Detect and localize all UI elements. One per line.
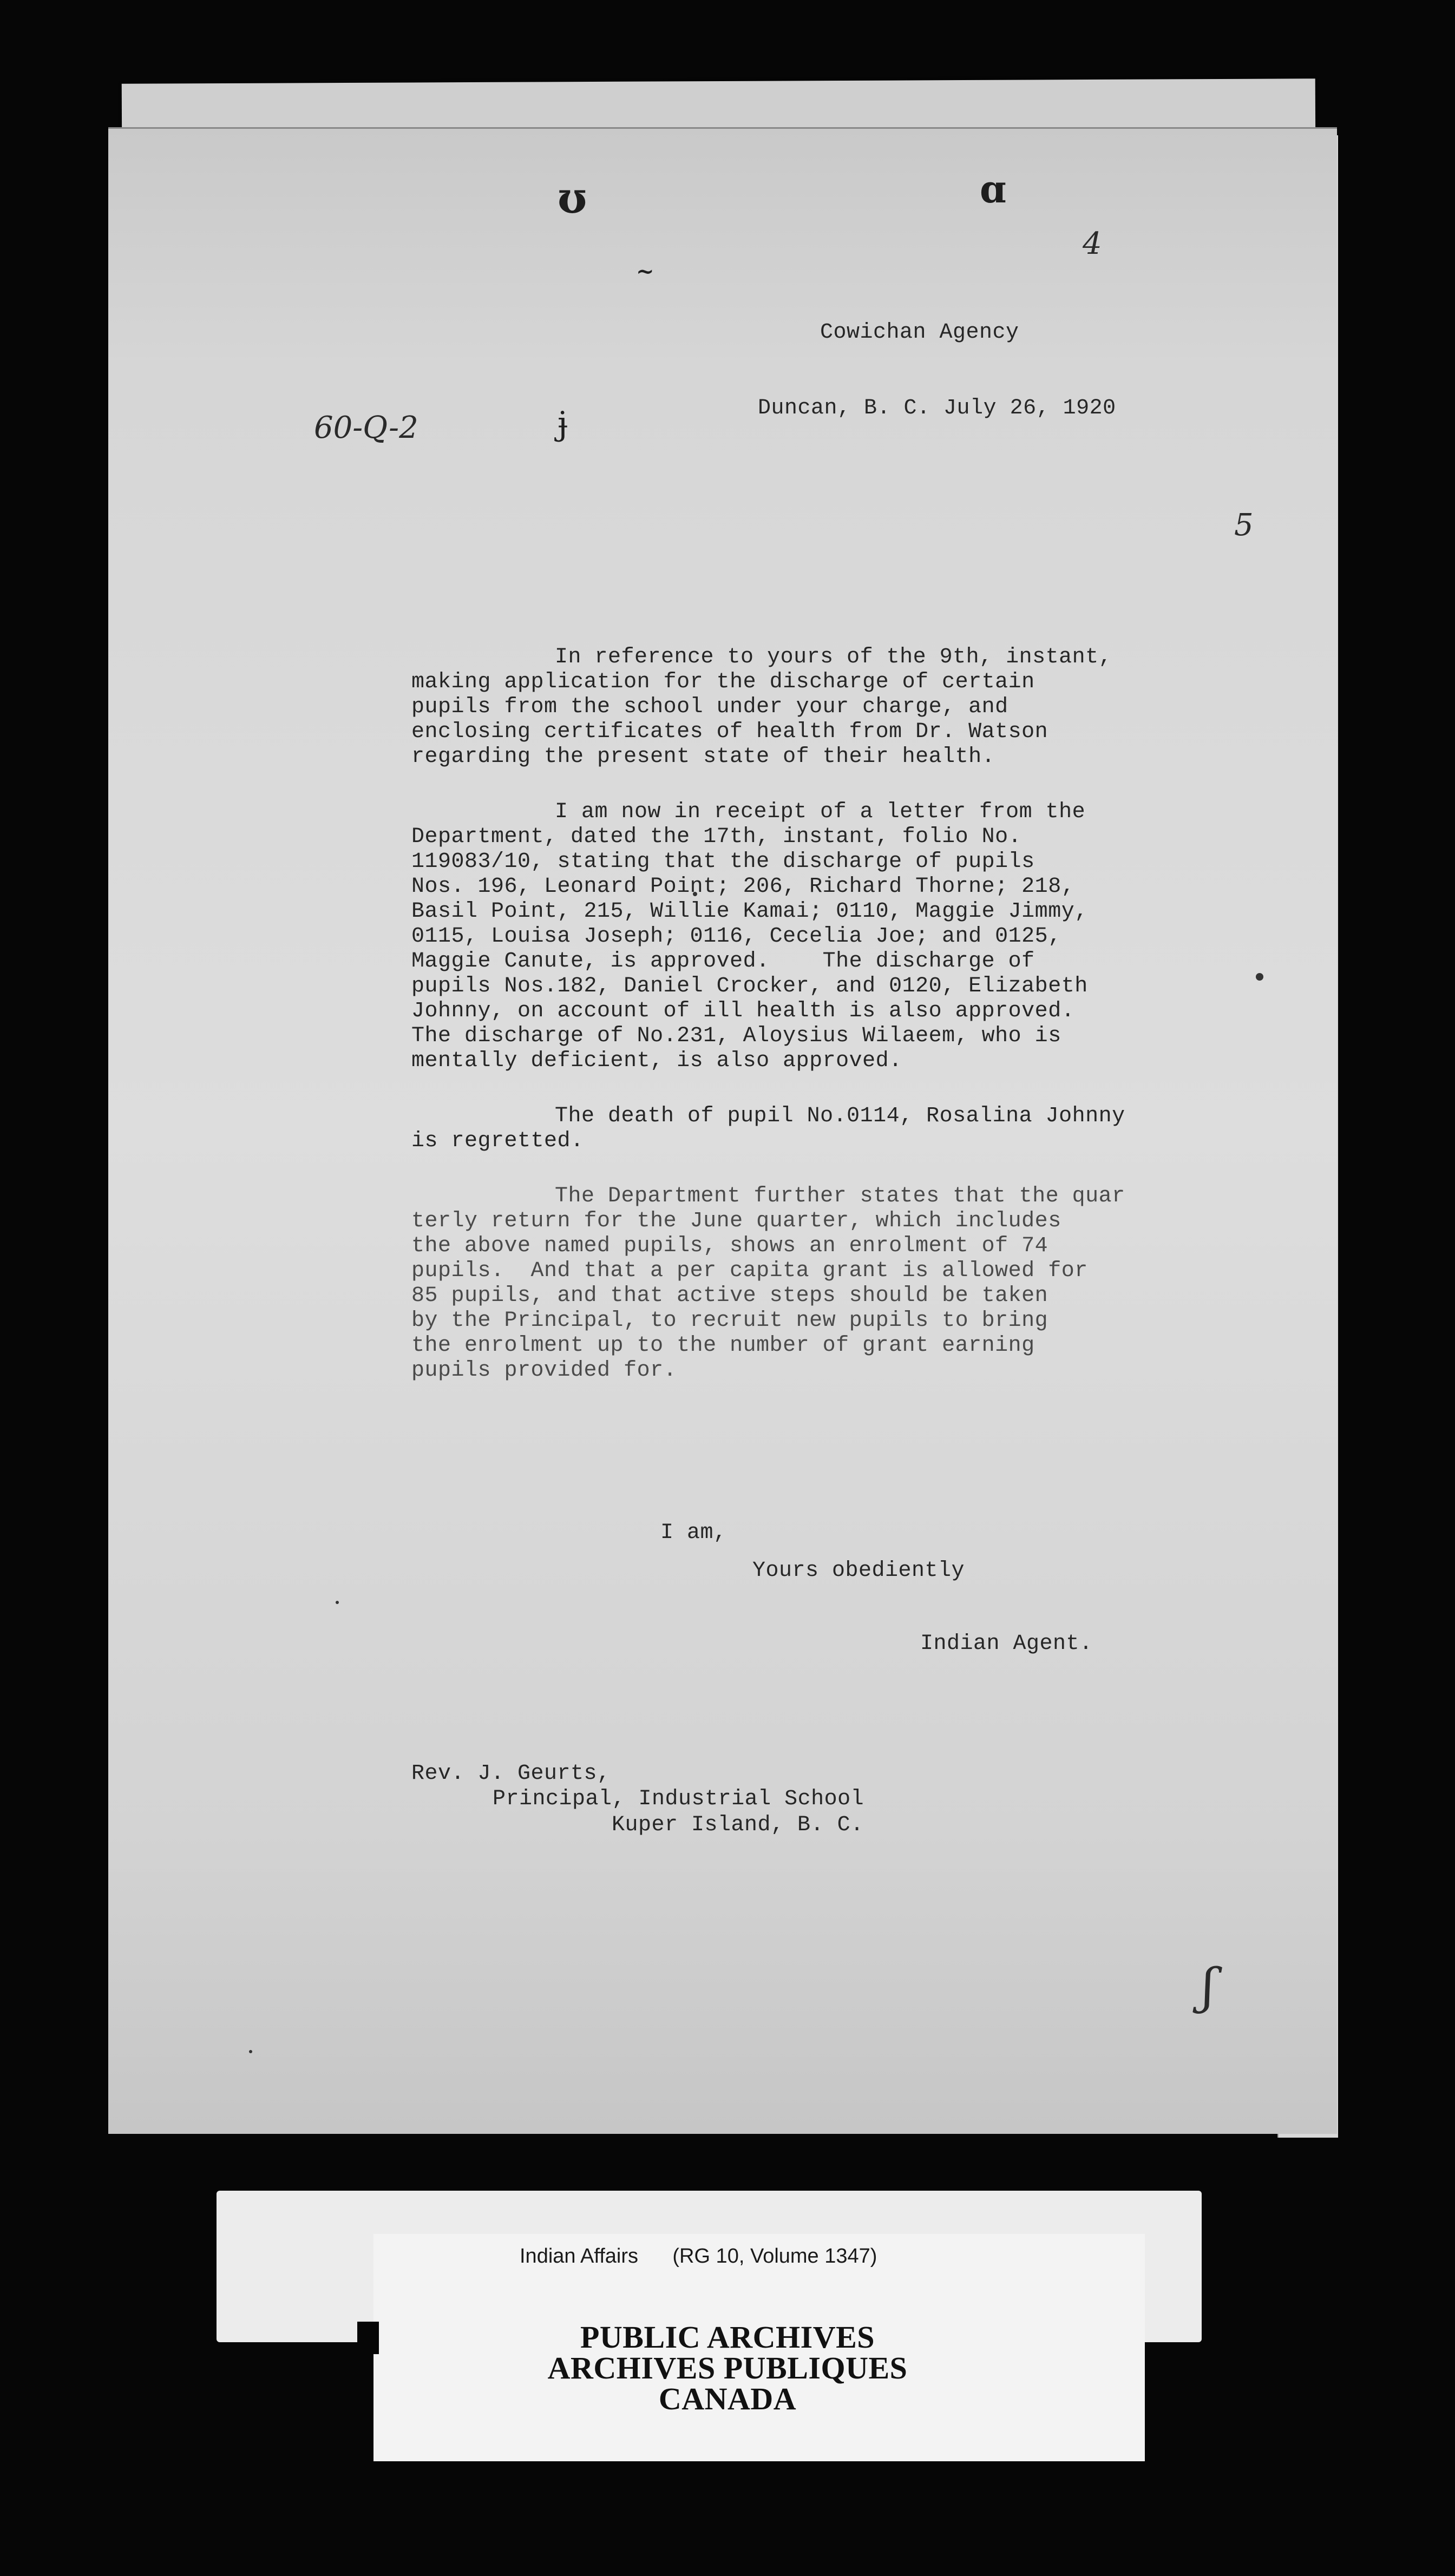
body-line: terly return for the June quarter, which includes	[411, 1209, 1061, 1233]
addressee-line: Kuper Island, B. C.	[612, 1813, 864, 1837]
archive-line-fr: ARCHIVES PUBLIQUES	[547, 2350, 908, 2386]
letter-page	[108, 127, 1337, 2134]
body-line: Maggie Canute, is approved. The discharge of	[411, 949, 1035, 974]
speck	[1256, 973, 1263, 981]
addressee-line: Rev. J. Geurts,	[411, 1762, 611, 1786]
body-line: pupils. And that a per capita grant is allowed for	[411, 1259, 1088, 1283]
body-line: pupils provided for.	[411, 1358, 677, 1383]
body-line: I am now in receipt of a letter from the	[555, 800, 1086, 824]
body-line: 85 pupils, and that active steps should be taken	[411, 1284, 1048, 1308]
ink-blot: ~	[636, 259, 654, 284]
body-line: In reference to yours of the 9th, instant,	[555, 645, 1112, 669]
place-date: Duncan, B. C. July 26, 1920	[758, 396, 1116, 420]
body-line: Johnny, on account of ill health is also approved.	[411, 999, 1075, 1023]
body-line: mentally deficient, is also approved.	[411, 1049, 902, 1073]
speck	[249, 2050, 252, 2053]
speck	[336, 1601, 339, 1604]
signature: Indian Agent.	[920, 1632, 1093, 1656]
margin-mark: 5	[1234, 508, 1254, 543]
body-line: The discharge of No.231, Aloysius Wilaeem, who is	[411, 1024, 1061, 1048]
addressee-line: Principal, Industrial School	[493, 1787, 864, 1811]
body-line: enclosing certificates of health from Dr. Watson	[411, 720, 1048, 744]
archive-reference: Indian Affairs (RG 10, Volume 1347)	[520, 2245, 877, 2268]
body-line: Department, dated the 17th, instant, folio No.	[411, 825, 1022, 849]
file-reference: 60-Q-2	[314, 410, 418, 445]
archive-line-country: CANADA	[658, 2381, 797, 2416]
body-line: is regretted.	[411, 1129, 584, 1153]
closing: I am,	[660, 1521, 727, 1545]
pencil-mark: ɉ	[558, 405, 568, 443]
corner-mark: 4	[1083, 226, 1102, 261]
body-line: the above named pupils, shows an enrolment of 74	[411, 1234, 1048, 1258]
body-line: The Department further states that the quar	[555, 1184, 1125, 1208]
body-line: the enrolment up to the number of grant earning	[411, 1333, 1035, 1358]
body-line: Nos. 196, Leonard Point; 206, Richard Thorne; 218,	[411, 875, 1075, 899]
body-line: 119083/10, stating that the discharge of pupils	[411, 850, 1035, 874]
body-line: pupils from the school under your charge, and	[411, 695, 1008, 719]
body-line: Basil Point, 215, Willie Kamai; 0110, Maggie Jimmy,	[411, 899, 1088, 924]
archive-line-en: PUBLIC ARCHIVES	[580, 2319, 875, 2355]
body-line: making application for the discharge of certain	[411, 670, 1035, 694]
body-line: by the Principal, to recruit new pupils to bring	[411, 1309, 1048, 1333]
agency-heading: Cowichan Agency	[820, 320, 1019, 345]
body-line: regarding the present state of their health.	[411, 745, 995, 769]
body-line: 0115, Louisa Joseph; 0116, Cecelia Joe; and 0125,	[411, 924, 1061, 949]
stamp-mark: ʊ	[558, 172, 587, 223]
stamp-mark: ɑ	[980, 167, 1006, 212]
body-line: The death of pupil No.0114, Rosalina Johnny	[555, 1104, 1125, 1128]
body-line: pupils Nos.182, Daniel Crocker, and 0120, Elizabeth	[411, 974, 1088, 998]
pencil-squiggle: ʃ	[1202, 1958, 1215, 2015]
valediction: Yours obediently	[752, 1559, 965, 1583]
